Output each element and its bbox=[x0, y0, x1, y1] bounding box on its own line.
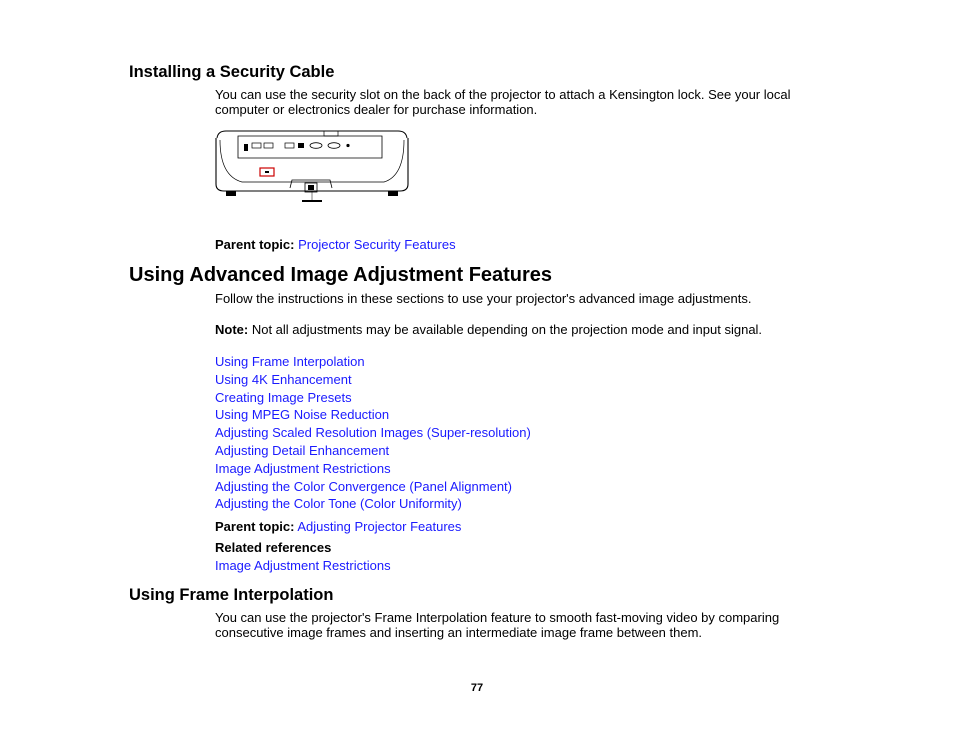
parent-topic-label: Parent topic: bbox=[215, 237, 295, 252]
parent-topic-link-adjusting-features[interactable]: Adjusting Projector Features bbox=[297, 519, 462, 534]
frame-interpolation-paragraph bbox=[215, 611, 815, 640]
parent-topic-label: Parent topic: bbox=[215, 519, 295, 534]
link-detail-enhancement[interactable]: Adjusting Detail Enhancement bbox=[215, 442, 390, 458]
related-references-label: Related references bbox=[215, 540, 332, 555]
security-cable-paragraph bbox=[215, 88, 815, 117]
link-4k-enhancement[interactable]: Using 4K Enhancement bbox=[215, 371, 352, 387]
note-text: Not all adjustments may be available depending on the projection mode and input signal. bbox=[248, 322, 763, 337]
section-heading-security-cable: Installing a Security Cable bbox=[129, 63, 335, 81]
paragraph-line: computer or electronics dealer for purchase information. bbox=[215, 101, 538, 117]
related-reference-item bbox=[215, 558, 391, 573]
link-image-adjustment-restrictions[interactable]: Image Adjustment Restrictions bbox=[215, 460, 391, 476]
link-mpeg-noise-reduction[interactable]: Using MPEG Noise Reduction bbox=[215, 407, 390, 423]
parent-topic-adjusting bbox=[215, 519, 461, 534]
projector-rear-illustration bbox=[212, 128, 412, 204]
section-heading-frame-interpolation: Using Frame Interpolation bbox=[129, 586, 334, 604]
link-frame-interpolation[interactable]: Using Frame Interpolation bbox=[215, 354, 365, 369]
advanced-image-intro: Follow the instructions in these sections to use your projector's advanced image adjustments. bbox=[215, 291, 752, 306]
paragraph-line: consecutive image frames and inserting an intermediate image frame between them. bbox=[215, 624, 703, 640]
paragraph-line: You can use the security slot on the back of the projector to attach a Kensington lock. See your local bbox=[215, 87, 791, 102]
link-panel-alignment[interactable]: Adjusting the Color Convergence (Panel Alignment) bbox=[215, 478, 513, 494]
parent-topic-security bbox=[215, 237, 456, 252]
link-super-resolution[interactable]: Adjusting Scaled Resolution Images (Super-resolution) bbox=[215, 425, 531, 441]
paragraph-line: You can use the projector's Frame Interpolation feature to smooth fast-moving video by comparing bbox=[215, 610, 780, 625]
note-label: Note: bbox=[215, 322, 249, 337]
link-image-presets[interactable]: Creating Image Presets bbox=[215, 389, 352, 405]
section-heading-advanced-image: Using Advanced Image Adjustment Features bbox=[129, 264, 553, 286]
page-number: 77 bbox=[470, 682, 484, 694]
parent-topic-link-security-features[interactable]: Projector Security Features bbox=[298, 237, 456, 252]
related-link-image-adjustment-restrictions[interactable]: Image Adjustment Restrictions bbox=[215, 558, 391, 573]
link-color-uniformity[interactable]: Adjusting the Color Tone (Color Uniformity) bbox=[215, 496, 462, 512]
note-paragraph bbox=[215, 323, 815, 338]
subtopic-link-list bbox=[215, 353, 531, 513]
